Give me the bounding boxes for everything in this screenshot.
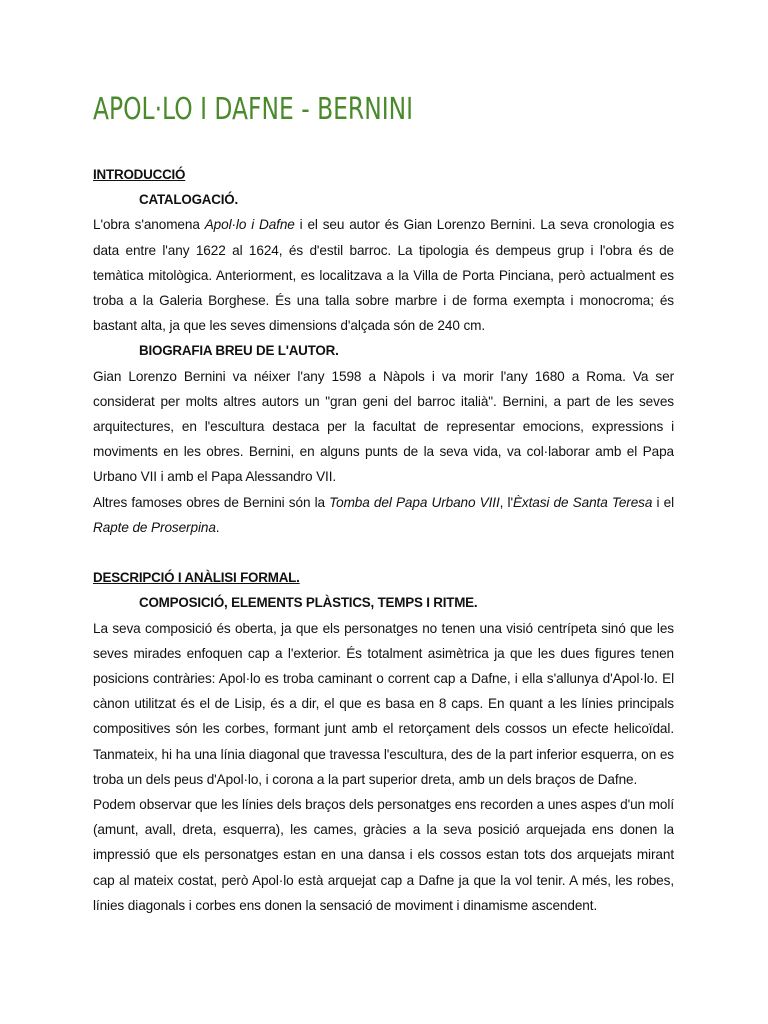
text-run: i el seu autor és Gian Lorenzo Bernini. La seva cronologia es data entre l'any 1622 al 1624, és d'estil barroc. La tipologia és dempeus grup i l'obra és de temàtica mitològica. Anteriorment, es localitzava a la Villa de Porta Pinciana, però actualment es troba a la Galeria Borghese. És una talla sobre marbre i de forma exempta i monocroma; és bastant alta, ja que les seves dimensions d'alçada són de 240 cm. (93, 217, 675, 334)
text-run: i el (652, 494, 675, 510)
text-run: L'obra s'anomena (93, 217, 205, 233)
document-body (93, 162, 674, 918)
artwork-title-extasi: Èxtasi de Santa Teresa (512, 494, 653, 510)
subheading-biografia: BIOGRAFIA BREU DE L'AUTOR. (139, 343, 339, 359)
artwork-title-tomba: Tomba del Papa Urbano VIII (329, 494, 500, 510)
subheading-catalogacio: CATALOGACIÓ. (139, 192, 239, 208)
section-heading-descripcio: DESCRIPCIÓ I ANÀLISI FORMAL. (93, 570, 300, 586)
paragraph-altres-obres (93, 490, 674, 540)
subheading-composicio: COMPOSICIÓ, ELEMENTS PLÀSTICS, TEMPS I RITME. (139, 595, 478, 611)
text-run: . (215, 519, 220, 535)
artwork-title-rapte: Rapte de Proserpina (93, 519, 216, 535)
paragraph-composicio: La seva composició és oberta, ja que els personatges no tenen una visió centrípeta sinó que les seves mirades enfoquen cap a l'exterior. És totalment asimètrica ja que les dues figures tenen posicions contràries: Apol·lo es troba caminant o corrent cap a Dafne, i ella s'allunya d'Apol·lo. El cànon utilitzat és el de Lisip, és a dir, el que es basa en 8 caps. En quant a les línies principals compositives són les corbes, formant junt amb el retorçament dels cossos un efecte helicoïdal. Tanmateix, hi ha una línia diagonal que travessa l'escultura, des de la part inferior esquerra, on es troba un dels peus d'Apol·lo, i corona a la part superior dreta, amb un dels braços de Dafne. (93, 620, 674, 787)
text-run: Altres famoses obres de Bernini són la (93, 494, 330, 510)
paragraph-spacer (93, 540, 674, 565)
artwork-title-apollo-dafne: Apol·lo i Dafne (204, 217, 295, 233)
paragraph-biografia: Gian Lorenzo Bernini va néixer l'any 1598 a Nàpols i va morir l'any 1680 a Roma. Va ser considerat per molts altres autors un "gran geni del barroc italià". Bernini, a part de les seves arquitectures, en l'escultura destaca per la facultat de representar emocions, expressions i moviments en les obres. Bernini, en alguns punts de la seva vida, va col·laborar amb el Papa Urbano VII i amb el Papa Alessandro VII. (93, 368, 674, 485)
section-heading-introduccio: INTRODUCCIÓ (93, 167, 186, 182)
paragraph-catalogacio (93, 212, 674, 338)
paragraph-linies: Podem observar que les línies dels braços dels personatges ens recorden a unes aspes d'un molí (amunt, avall, dreta, esquerra), les cames, gràcies a la seva posició arquejada ens donen la impressió que els personatges estan en una dansa i els cossos estan tots dos arquejats mirant cap al mateix costat, però Apol·lo està arquejat cap a Dafne ja que la vol tenir. A més, les robes, línies diagonals i corbes ens donen la sensació de moviment i dinamisme ascendent. (93, 797, 674, 913)
text-run: , l' (499, 494, 513, 510)
document-title: APOL·LO I DAFNE - BERNINI (93, 92, 414, 127)
